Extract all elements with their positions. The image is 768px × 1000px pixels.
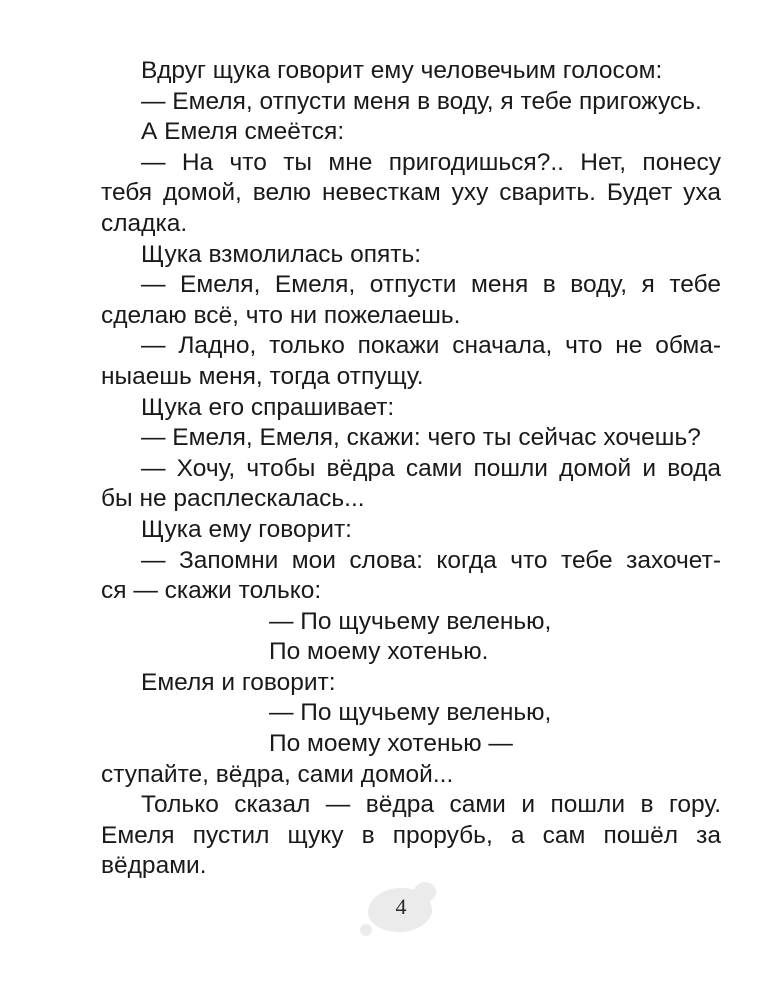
text-line: Щука ему говорит: <box>141 515 352 543</box>
verse-line: По моему хотенью. <box>269 638 489 666</box>
text-line: — Запомни мои слова: когда что тебе захочет- <box>141 546 721 574</box>
text-line: сделаю всё, что ни пожелаешь. <box>101 301 461 329</box>
text-line: — Хочу, чтобы вёдра сами пошли домой и вода <box>141 454 721 482</box>
text-line: Щука его спрашивает: <box>141 393 395 421</box>
text-line: Емеля и говорит: <box>141 668 336 696</box>
verse-line: По моему хотенью — <box>269 730 513 758</box>
page-number-blob-bump <box>414 882 436 902</box>
text-line: — На что ты мне пригодишься?.. Нет, понесу <box>141 148 721 176</box>
text-line: — Емеля, отпусти меня в воду, я тебе пригожусь. <box>141 87 702 115</box>
verse-line: — По щучьему веленью, <box>269 699 552 727</box>
text-line: — Емеля, Емеля, скажи: чего ты сейчас хочешь? <box>141 424 701 452</box>
text-line: сладка. <box>101 209 188 237</box>
text-line: А Емеля смеётся: <box>141 118 345 146</box>
page-number-badge <box>360 880 450 940</box>
text-line: — Емеля, Емеля, отпусти меня в воду, я тебе <box>141 271 721 299</box>
text-line: бы не расплескалась... <box>101 485 365 513</box>
text-line: — Ладно, только покажи сначала, что не обма- <box>141 332 721 360</box>
text-line: Емеля пустил щуку в прорубь, а сам пошёл за <box>101 821 721 849</box>
text-line: Щука взмолилась опять: <box>141 240 422 268</box>
text-line: Только сказал — вёдра сами и пошли в гору. <box>141 791 721 819</box>
story-text <box>101 56 721 882</box>
verse-line: — По щучьему веленью, <box>269 607 552 635</box>
text-line: тебя домой, велю невесткам уху сварить. Будет уха <box>101 179 721 207</box>
text-line: вёдрами. <box>101 852 207 880</box>
text-line: ныаешь меня, тогда отпущу. <box>101 362 424 390</box>
text-line: Вдруг щука говорит ему человечьим голосом: <box>141 57 663 84</box>
page-number: 4 <box>395 894 407 919</box>
page-number-blob-dot <box>360 924 372 936</box>
text-line: ся — скажи только: <box>101 577 322 605</box>
text-line: ступайте, вёдра, сами домой... <box>101 760 454 788</box>
